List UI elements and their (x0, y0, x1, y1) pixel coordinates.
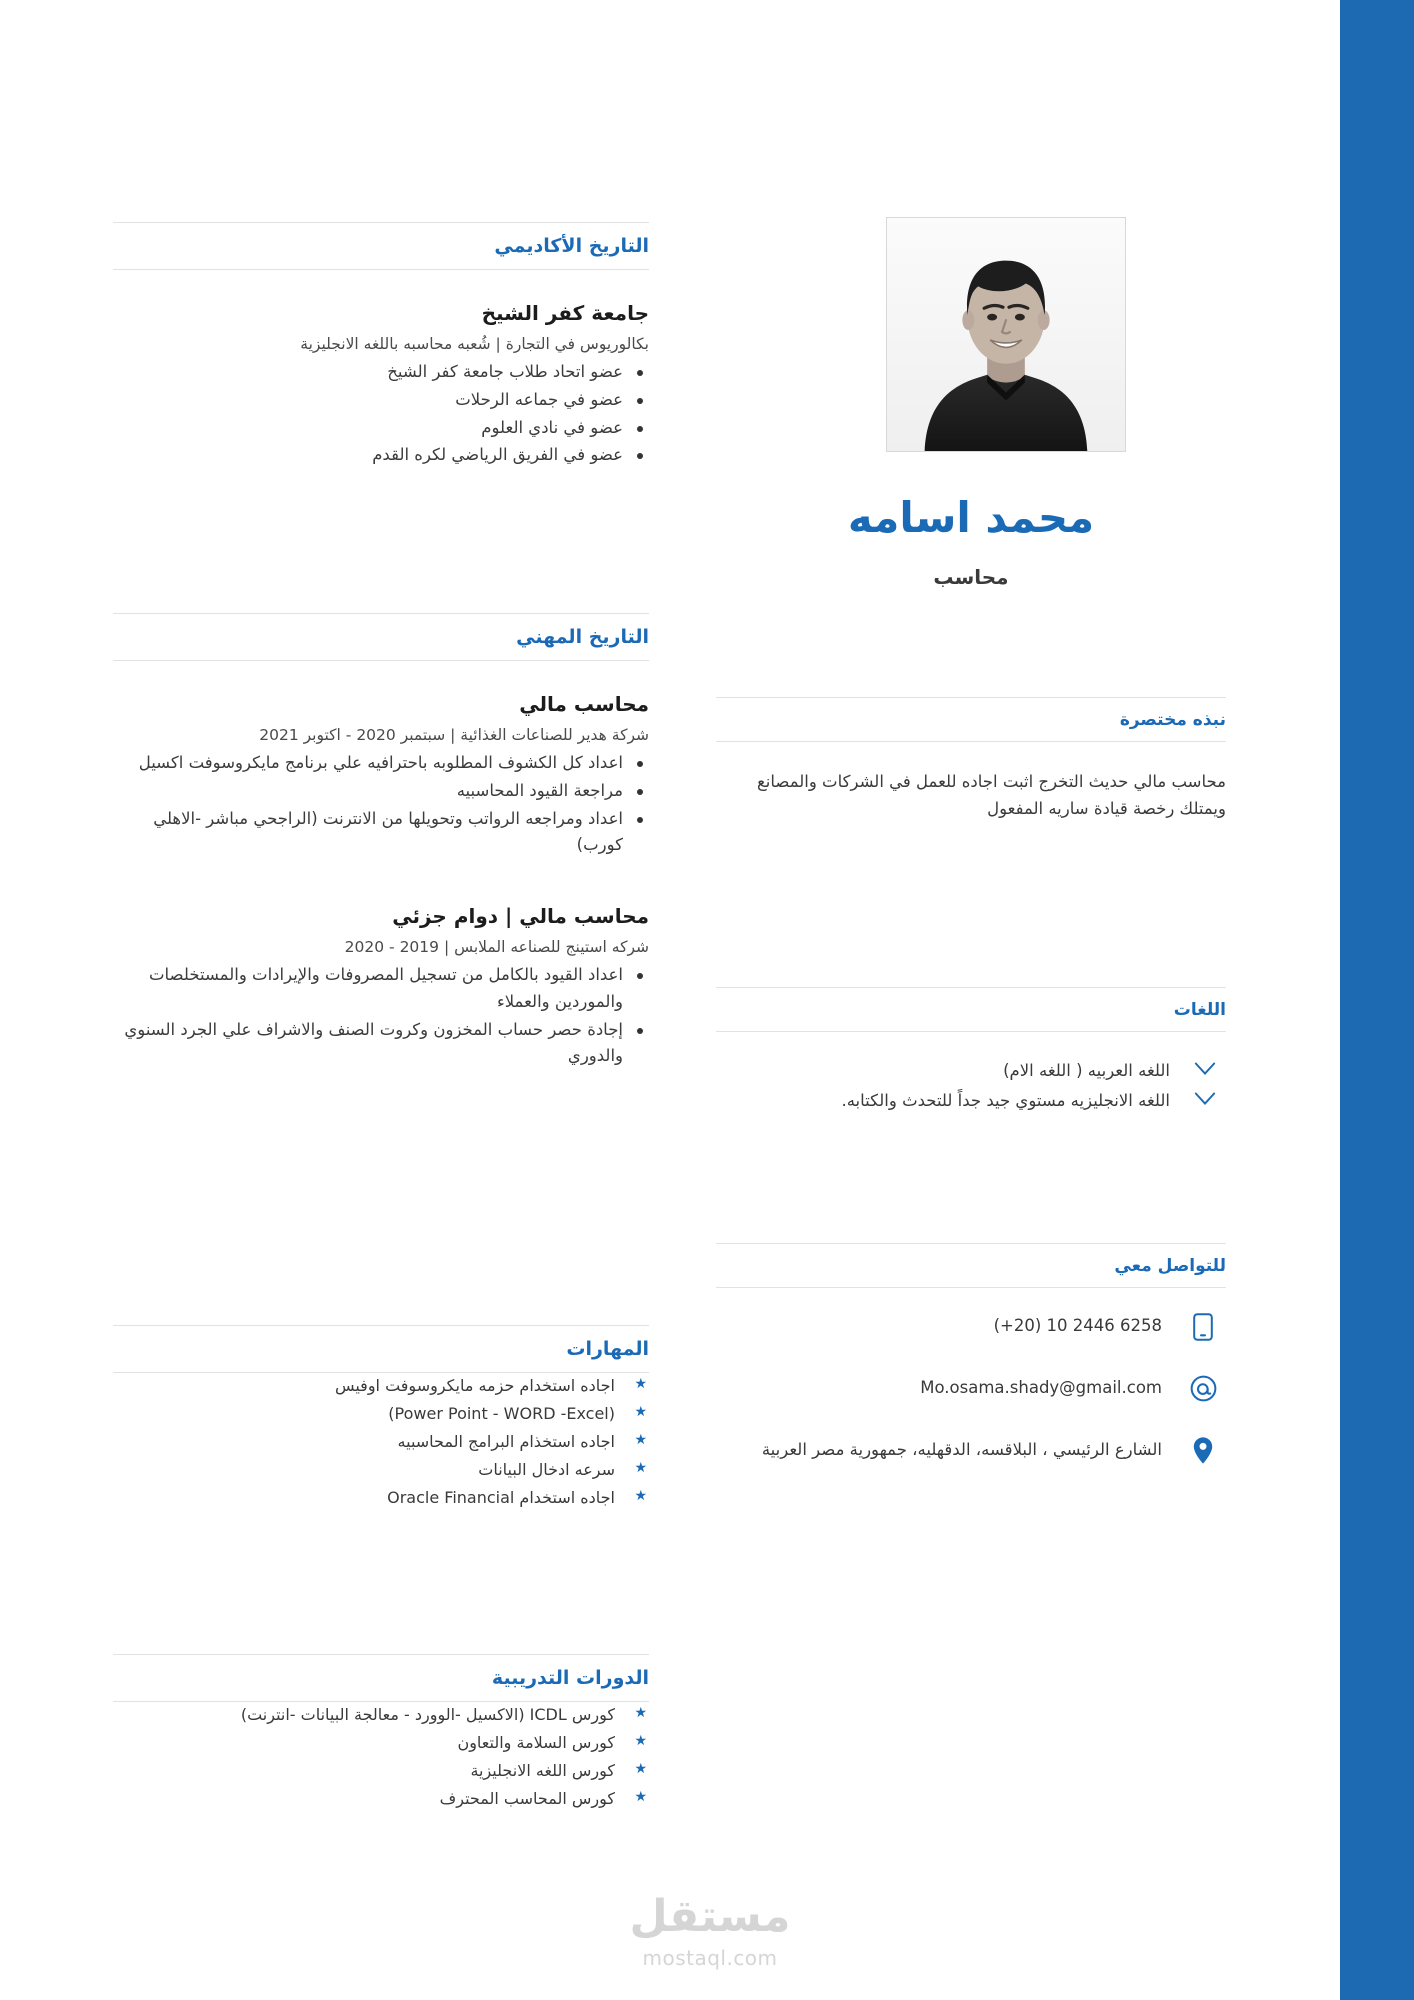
contact-body (716, 1288, 1226, 1478)
section-header (113, 1325, 649, 1373)
list-item (113, 1373, 649, 1399)
list-item: عضو في جماعه الرحلات (113, 387, 649, 414)
email-icon (1188, 1374, 1218, 1404)
skill-label: اجاده استخذام البرامج المحاسبيه (397, 1431, 615, 1451)
star-icon: ★ (634, 1788, 647, 1805)
list-item (113, 1758, 649, 1784)
about-text: محاسب مالي حديث التخرج اثبت اجاده للعمل في الشركات والمصانع ويمتلك رخصة قيادة ساريه المفعول (756, 771, 1226, 819)
section-title-academic: التاريخ الأكاديمي (494, 235, 649, 257)
list-item: مراجعة القيود المحاسبيه (113, 778, 649, 805)
section-header (716, 697, 1226, 742)
languages-body (716, 1032, 1226, 1116)
section-title-professional: التاريخ المهني (516, 626, 649, 648)
school-name: جامعة كفر الشيخ (481, 300, 649, 325)
location-icon (1188, 1436, 1218, 1466)
list-item: عضو في الفريق الرياضي لكره القدم (113, 442, 649, 469)
job-entry (113, 691, 649, 859)
page-title: محمد اسامه (847, 493, 1095, 542)
section-title-courses: الدورات التدريبية (491, 1667, 649, 1689)
skill-label: سرعه ادخال البيانات (478, 1459, 615, 1479)
degree-line: بكالوريوس في التجارة | شُعبه محاسبه باللغه الانجليزية (300, 334, 649, 353)
course-label: كورس اللغه الانجليزية (470, 1760, 615, 1780)
list-item: اعداد كل الكشوف المطلوبه باحترافيه علي برنامج مايكروسوفت اكسيل (113, 750, 649, 777)
section-professional-history (113, 613, 649, 1071)
job-entry (113, 903, 649, 1070)
star-icon: ★ (634, 1760, 647, 1777)
star-icon: ★ (634, 1431, 647, 1448)
star-icon: ★ (634, 1403, 647, 1420)
section-title-contact: للتواصل معي (1114, 1256, 1226, 1276)
main-column (113, 0, 649, 2000)
list-item (716, 1058, 1226, 1086)
education-entry (113, 300, 649, 469)
job-role: محاسب مالي (519, 691, 649, 716)
job-meta: شركه استينج للصناعه الملابس | 2019 - 2020 (344, 938, 649, 957)
list-item: اعداد ومراجعه الرواتب وتحويلها من الانترنت (الراجحي مباشر -الاهلي كورب) (113, 806, 649, 859)
list-item (113, 1457, 649, 1483)
section-skills (113, 1325, 649, 1512)
list-item (113, 1702, 649, 1728)
skill-label: اجاده استخدام حزمه مايكروسوفت اوفيس (334, 1375, 615, 1395)
course-label: كورس السلامة والتعاون (457, 1732, 615, 1752)
section-languages (716, 987, 1226, 1118)
email-value: Mo.osama.shady@gmail.com (920, 1377, 1162, 1397)
sidebar-column (716, 0, 1226, 2000)
section-header (113, 1654, 649, 1702)
list-item (716, 1088, 1226, 1116)
section-title-about: نبذه مختصرة (1119, 710, 1226, 730)
accent-edge-bar (1340, 0, 1414, 2000)
phone-icon (1188, 1312, 1218, 1342)
section-training-courses (113, 1654, 649, 1814)
watermark-latin: mostaql.com (642, 1946, 778, 1970)
contact-phone-row[interactable] (716, 1314, 1226, 1354)
chevron-down-icon (1194, 1061, 1216, 1077)
education-bullet-list (113, 359, 649, 469)
phone-value: (+20) 10 2446 6258 (993, 1315, 1162, 1335)
course-label: كورس المحاسب المحترف (439, 1788, 615, 1808)
star-icon: ★ (634, 1704, 647, 1721)
skills-list (113, 1373, 649, 1511)
section-header (716, 1243, 1226, 1288)
list-item: إجادة حصر حساب المخزون وكروت الصنف والاشراف علي الجرد السنوي والدوري (113, 1017, 649, 1070)
skill-label: اجاده استخدام Oracle Financial (387, 1487, 615, 1507)
contact-email-row[interactable] (716, 1376, 1226, 1416)
profile-job-title: محاسب (933, 565, 1009, 589)
job-bullet-list (113, 962, 649, 1070)
list-item (113, 1429, 649, 1455)
section-contact (716, 1243, 1226, 1500)
section-header (716, 987, 1226, 1032)
list-item: عضو اتحاد طلاب جامعة كفر الشيخ (113, 359, 649, 386)
contact-address-row (716, 1438, 1226, 1478)
job-bullet-list (113, 750, 649, 859)
star-icon: ★ (634, 1732, 647, 1749)
list-item (113, 1485, 649, 1511)
address-value: الشارع الرئيسي ، البلاقسه، الدقهليه، جمهورية مصر العربية (761, 1439, 1162, 1459)
star-icon: ★ (634, 1487, 647, 1504)
list-item: عضو في نادي العلوم (113, 415, 649, 442)
chevron-down-icon (1194, 1091, 1216, 1107)
section-title-skills: المهارات (566, 1338, 649, 1360)
list-item (113, 1401, 649, 1427)
section-academic-history (113, 222, 649, 470)
course-label: كورس ICDL (الاكسيل -الوورد - معالجة البيانات -انترنت) (240, 1704, 615, 1724)
about-body (716, 742, 1226, 823)
profile-photo (887, 218, 1125, 451)
list-item: اعداد القيود بالكامل من تسجيل المصروفات والإيرادات والمستخلصات والموردين والعملاء (113, 962, 649, 1015)
section-about (716, 697, 1226, 822)
language-label: اللغه الانجليزيه مستوي جيد جداً للتحدث والكتابه. (841, 1090, 1170, 1110)
courses-list (113, 1702, 649, 1812)
job-role: محاسب مالي | دوام جزئي (392, 904, 649, 929)
star-icon: ★ (634, 1375, 647, 1392)
job-meta: شركة هدير للصناعات الغذائية | سبتمبر 2020 - اكتوبر 2021 (259, 725, 649, 744)
language-label: اللغه العربيه ( اللغه الام) (1003, 1060, 1170, 1080)
list-item (113, 1730, 649, 1756)
watermark-arabic: مستقل (629, 1891, 791, 1942)
section-header (113, 613, 649, 661)
section-header (113, 222, 649, 270)
avatar (886, 217, 1126, 452)
list-item (113, 1786, 649, 1812)
section-title-languages: اللغات (1173, 1000, 1226, 1020)
star-icon: ★ (634, 1459, 647, 1476)
skill-label: (Power Point - WORD -Excel) (388, 1403, 615, 1423)
